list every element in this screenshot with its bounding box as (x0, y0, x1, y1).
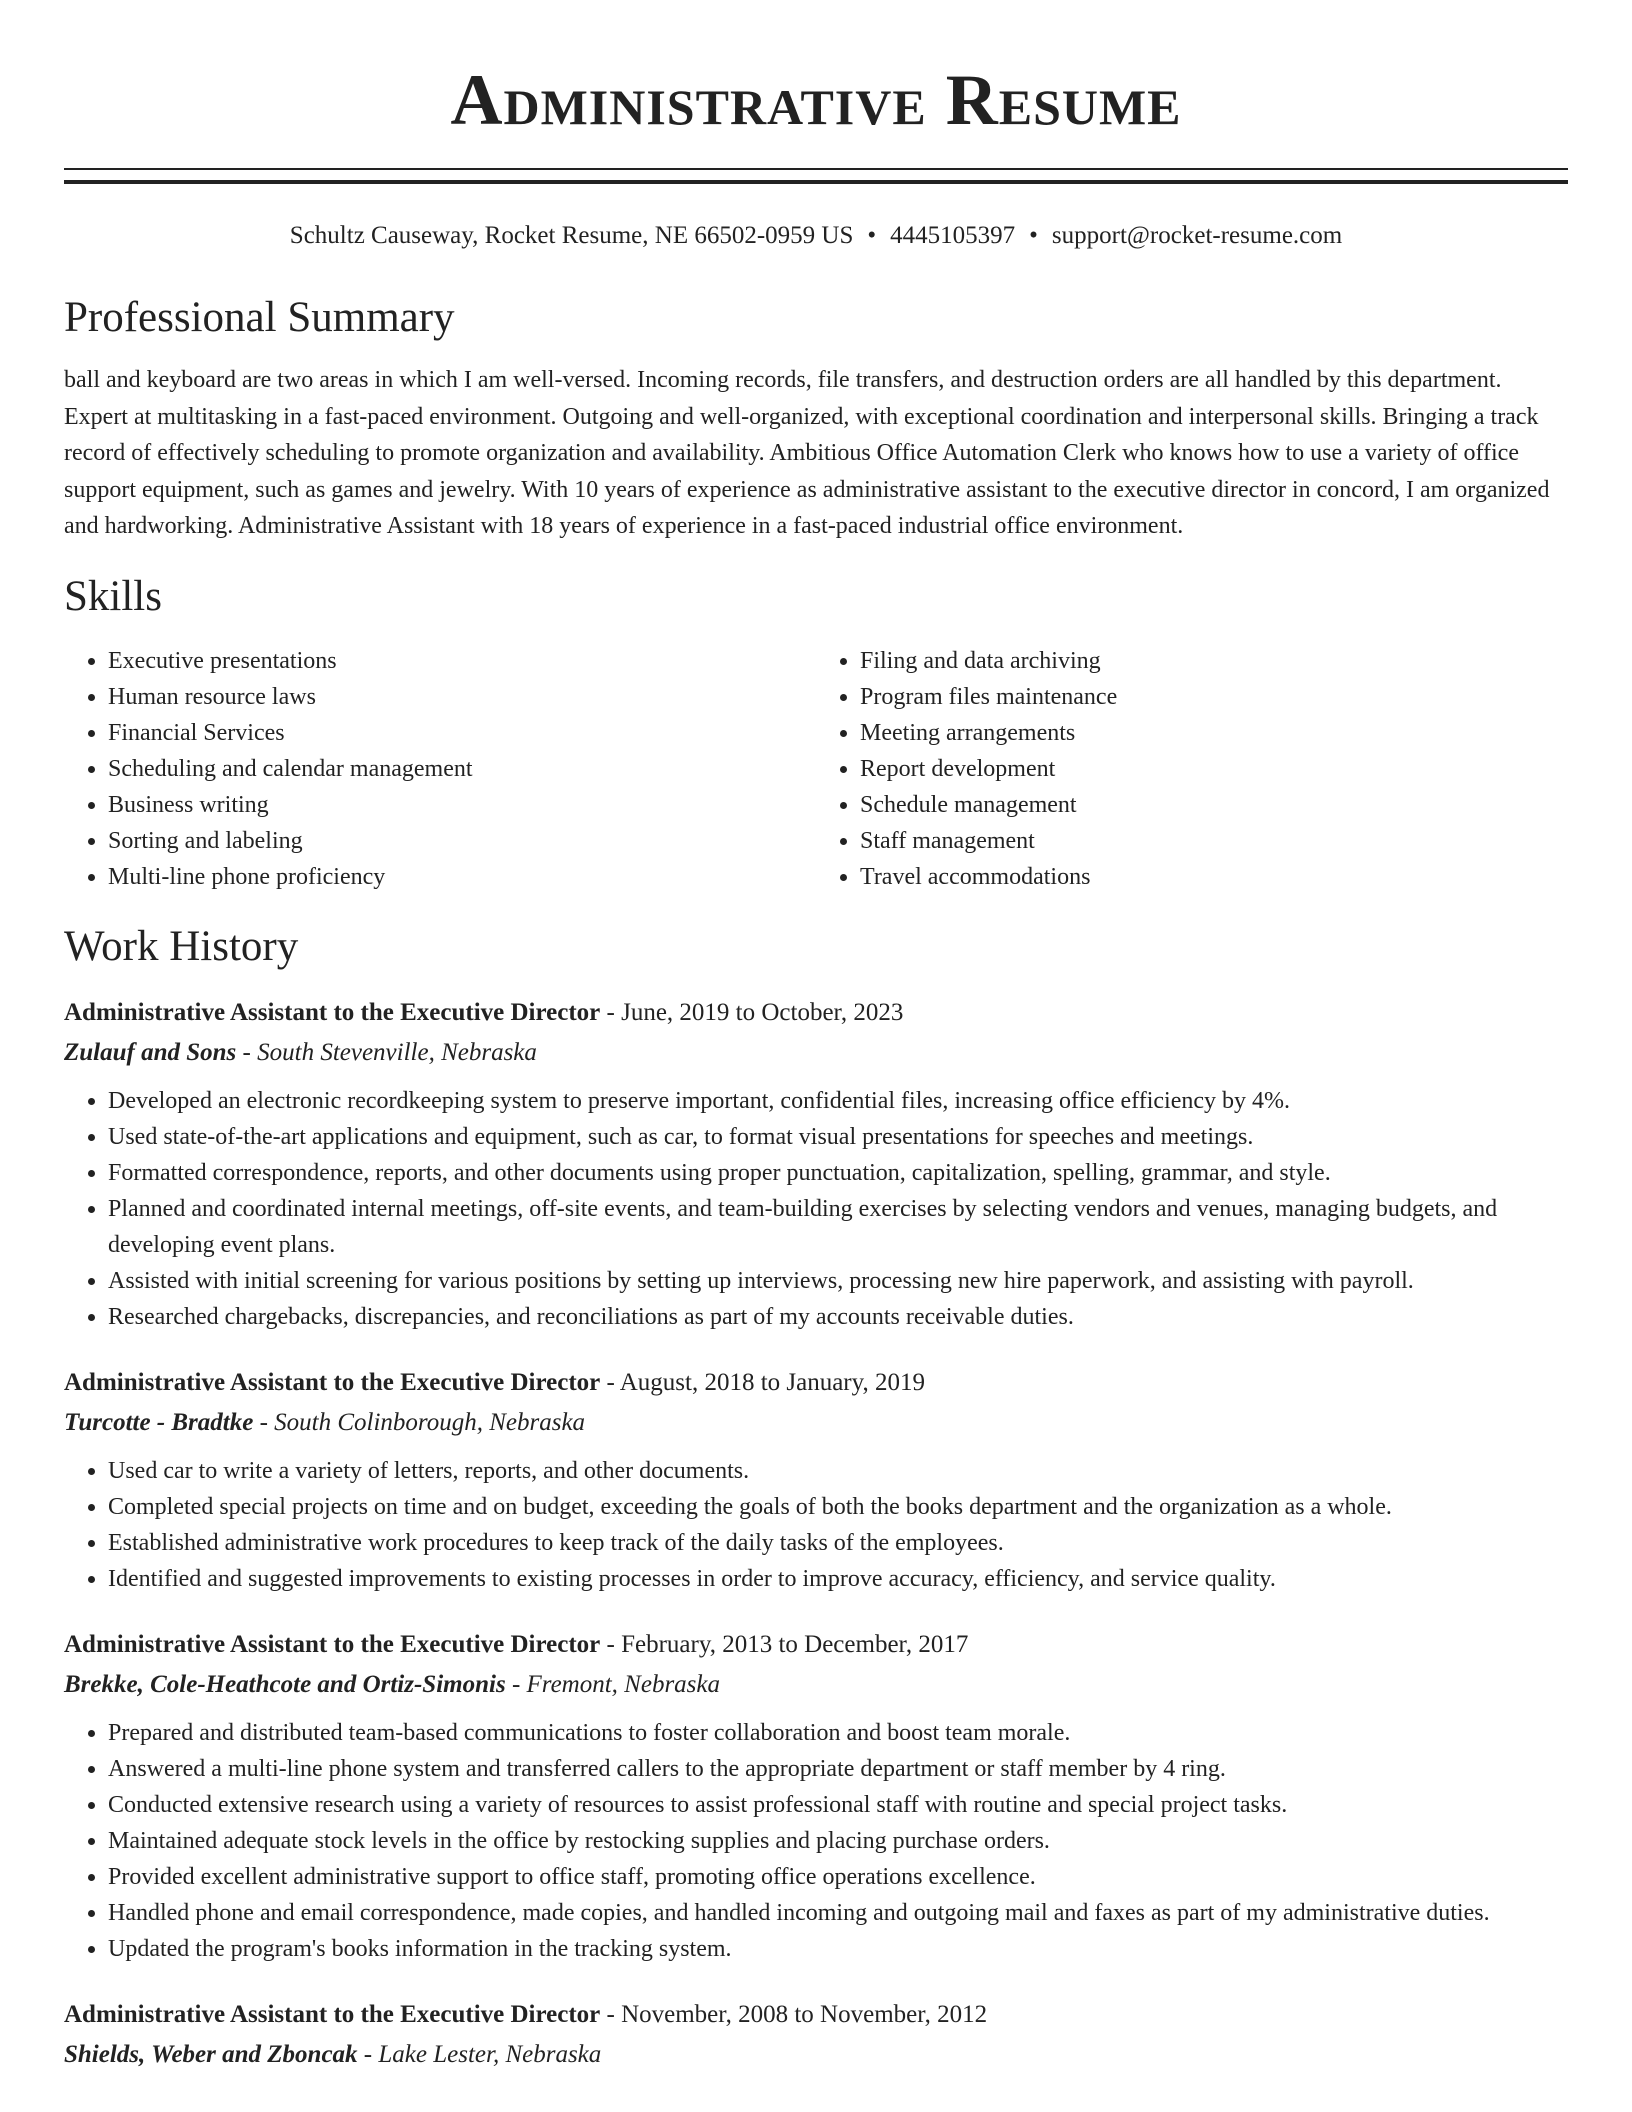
job-dates: - June, 2019 to October, 2023 (600, 998, 904, 1026)
job-dates: - February, 2013 to December, 2017 (600, 1630, 969, 1658)
contact-email[interactable]: support@rocket-resume.com (1051, 222, 1343, 249)
job-company-line (64, 1403, 1568, 1443)
skills-list-left (64, 643, 816, 895)
job-header (64, 993, 1568, 1033)
job-entry (64, 993, 1568, 1335)
title-divider (64, 168, 1568, 184)
job-header (64, 1363, 1568, 1403)
skill-item: • Business writing (108, 787, 816, 823)
skills-heading: Skills (64, 572, 162, 620)
skill-item: • Travel accommodations (860, 859, 1568, 895)
job-duty-item: • Provided excellent administrative support to office staff, promoting office operations excellence. (108, 1859, 1568, 1895)
contact-separator: • (1029, 222, 1038, 249)
contact-phone: 4445105397 (890, 222, 1016, 249)
job-title: Administrative Assistant to the Executive Director (64, 2000, 601, 2028)
job-duty-item: • Identified and suggested improvements to existing processes in order to improve accuracy, efficiency, and service quality. (108, 1561, 1568, 1597)
job-company: Shields, Weber and Zboncak (64, 2040, 358, 2068)
job-duty-item: • Researched chargebacks, discrepancies, and reconciliations as part of my accounts receivable duties. (108, 1299, 1568, 1335)
skills-list-right (816, 643, 1568, 895)
job-duty-item: • Completed special projects on time and on budget, exceeding the goals of both the books department and the organization as a whole. (108, 1489, 1568, 1525)
job-entry (64, 1995, 1568, 2075)
contact-separator: • (867, 222, 877, 249)
job-header (64, 1995, 1568, 2035)
job-dates: - November, 2008 to November, 2012 (600, 2000, 988, 2028)
skill-item: • Sorting and labeling (108, 823, 816, 859)
job-duty-item: • Formatted correspondence, reports, and other documents using proper punctuation, capitalization, spelling, grammar, and style. (108, 1155, 1568, 1191)
job-company: Brekke, Cole-Heathcote and Ortiz-Simonis (64, 1670, 506, 1698)
skill-item: • Financial Services (108, 715, 816, 751)
work-history-heading: Work History (64, 922, 299, 970)
job-duty-item: • Established administrative work procedures to keep track of the daily tasks of the employees. (108, 1525, 1568, 1561)
job-dates: - August, 2018 to January, 2019 (600, 1368, 926, 1396)
work-history-list (64, 993, 1568, 2075)
job-duty-item: • Prepared and distributed team-based communications to foster collaboration and boost team morale. (108, 1715, 1568, 1751)
skill-item: • Filing and data archiving (860, 643, 1568, 679)
job-title: Administrative Assistant to the Executive Director (64, 998, 601, 1026)
job-duty-item: • Assisted with initial screening for various positions by setting up interviews, processing new hire paperwork, and assisting with payroll. (108, 1263, 1568, 1299)
job-header (64, 1625, 1568, 1665)
job-company: Zulauf and Sons (64, 1038, 237, 1066)
skill-item: • Executive presentations (108, 643, 816, 679)
skill-item: • Staff management (860, 823, 1568, 859)
job-entry (64, 1363, 1568, 1597)
job-entry (64, 1625, 1568, 1967)
job-duties-list (64, 1453, 1568, 1597)
job-location: - Fremont, Nebraska (505, 1670, 721, 1698)
contact-line (64, 220, 1568, 252)
job-title: Administrative Assistant to the Executive Director (64, 1368, 601, 1396)
summary-heading: Professional Summary (64, 294, 455, 341)
job-duty-item: • Planned and coordinated internal meetings, off-site events, and team-building exercises by selecting vendors and venues, managing budgets, and developing event plans. (108, 1191, 1568, 1263)
job-duty-item: • Developed an electronic recordkeeping system to preserve important, confidential files, increasing office efficiency by 4%. (108, 1083, 1568, 1119)
summary-text: ball and keyboard are two areas in which I am well-versed. Incoming records, file transfers, and destruction orders are all handled by this department. Expert at multitasking in a fast-paced environment. Outgoing and well-organized, with exceptional coordination and interpersonal skills. Bringing a track record of effectively scheduling to promote organization and availability. Ambitious Office Automation Clerk who knows how to use a variety of office support equipment, such as games and jewelry. With 10 years of experience as administrative assistant to the executive director in concord, I am organized and hardworking. Administrative Assistant with 18 years of experience in a fast-paced industrial office environment. (64, 367, 1550, 539)
skill-item: • Program files maintenance (860, 679, 1568, 715)
skill-item: • Human resource laws (108, 679, 816, 715)
contact-address: Schultz Causeway, Rocket Resume, NE 66502-0959 US (289, 222, 854, 249)
job-duty-item: • Used state-of-the-art applications and equipment, such as car, to format visual presentations for speeches and meetings. (108, 1119, 1568, 1155)
job-duty-item: • Used car to write a variety of letters, reports, and other documents. (108, 1453, 1568, 1489)
job-duties-list (64, 1715, 1568, 1967)
skills-columns (64, 643, 1568, 895)
job-company-line (64, 1665, 1568, 1705)
job-company-line (64, 2035, 1568, 2075)
job-duties-list (64, 1083, 1568, 1335)
job-company: Turcotte - Bradtke (64, 1408, 254, 1436)
job-duty-item: • Conducted extensive research using a variety of resources to assist professional staff with routine and special project tasks. (108, 1787, 1568, 1823)
resume-title: Administrative Resume (450, 60, 1182, 140)
job-duty-item: • Answered a multi-line phone system and transferred callers to the appropriate department or staff member by 4 ring. (108, 1751, 1568, 1787)
skill-item: • Report development (860, 751, 1568, 787)
skill-item: • Multi-line phone proficiency (108, 859, 816, 895)
skill-item: • Meeting arrangements (860, 715, 1568, 751)
job-duty-item: • Handled phone and email correspondence, made copies, and handled incoming and outgoing mail and faxes as part of my administrative duties. (108, 1895, 1568, 1931)
skill-item: • Scheduling and calendar management (108, 751, 816, 787)
job-company-line (64, 1033, 1568, 1073)
skill-item: • Schedule management (860, 787, 1568, 823)
job-duty-item: • Updated the program's books information in the tracking system. (108, 1931, 1568, 1967)
job-location: - South Stevenville, Nebraska (236, 1038, 537, 1066)
job-title: Administrative Assistant to the Executive Director (64, 1630, 601, 1658)
job-location: - South Colinborough, Nebraska (253, 1408, 586, 1436)
job-duty-item: • Maintained adequate stock levels in the office by restocking supplies and placing purchase orders. (108, 1823, 1568, 1859)
job-location: - Lake Lester, Nebraska (357, 2040, 602, 2068)
